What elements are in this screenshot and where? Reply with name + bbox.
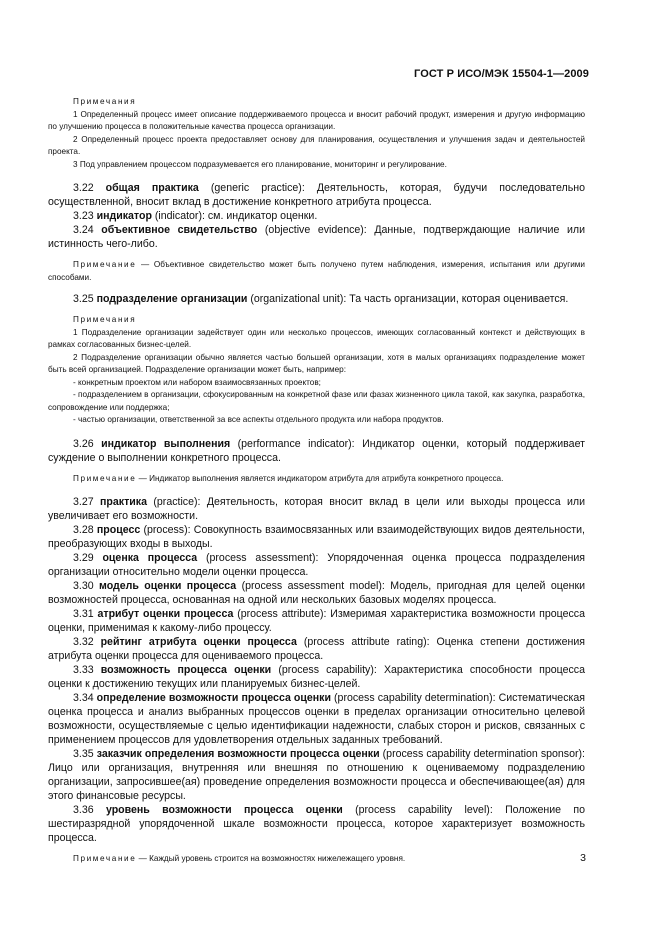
- term-number: 3.24: [73, 224, 94, 236]
- term-name: возможность процесса оценки: [100, 664, 272, 676]
- term-3-36: [48, 803, 585, 845]
- term-name: атрибут оценки процесса: [97, 608, 234, 620]
- note-objective-evidence: [48, 259, 585, 284]
- term-definition: (process attribute rating): Оценка степени достижения атрибута оценки процесса для оцениваемого процесса.: [48, 636, 586, 662]
- note-item: - частью организации, ответственной за все аспекты отдельного продукта или набора продуктов.: [73, 415, 444, 424]
- note-item: - подразделением в организации, сфокусированным на конкретной фазе или фазах жизненного цикла такой, как закупка, разработка, сопровождение или поддержка;: [48, 390, 585, 412]
- term-name: определение возможности процесса оценки: [96, 692, 331, 704]
- term-definition: (process assessment): Упорядоченная оценка процесса подразделения организации относительно модели оценки процесса.: [48, 552, 586, 578]
- term-number: 3.27: [73, 496, 94, 508]
- term-name: общая практика: [105, 182, 199, 194]
- term-definition: (process): Совокупность взаимосвязанных или взаимодействующих видов деятельности, преобразующих входы в выходы.: [48, 524, 585, 550]
- term-name: объективное свидетельство: [101, 224, 258, 236]
- term-3-23: [48, 209, 585, 223]
- term-definition: (process capability level): Положение по шестиразрядной упорядоченной шкале возможности процесса, которое характеризует возможность процесса.: [48, 804, 585, 844]
- term-number: 3.23: [73, 210, 94, 222]
- term-name: рейтинг атрибута оценки процесса: [100, 636, 297, 648]
- term-definition: (generic practice): Деятельность, которая, будучи последовательно осуществленной, вносит вклад в достижение конкретного атрибута процесса.: [48, 182, 585, 208]
- term-name: заказчик определения возможности процесса оценки: [96, 748, 380, 760]
- note-item: 1 Определенный процесс имеет описание поддерживаемого процесса и вносит рабочий продукт, измерения и другую информацию по улучшению процесса в положительные качества процесса организации.: [48, 109, 585, 131]
- note-text: — Индикатор выполнения является индикатором атрибута для атрибута конкретного процесса.: [138, 473, 504, 483]
- term-number: 3.25: [73, 293, 94, 305]
- term-name: практика: [100, 496, 147, 508]
- term-number: 3.28: [73, 524, 94, 536]
- note-label: Примечание: [73, 854, 137, 863]
- term-number: 3.29: [73, 552, 94, 564]
- term-definition: (objective evidence): Данные, подтверждающие наличие или истинность чего-либо.: [48, 224, 585, 250]
- note-capability-level: [48, 853, 585, 866]
- note-label: Примечание: [73, 260, 137, 269]
- term-definition: (indicator): см. индикатор оценки.: [154, 210, 318, 222]
- term-definition: (process assessment model): Модель, пригодная для целей оценки возможностей процесса, основанная на одной или нескольких базовых моделях процесса.: [48, 580, 585, 606]
- term-name: модель оценки процесса: [99, 580, 237, 592]
- term-definition: (process capability determination): Систематическая оценка процесса и анализ выбранных процессов оценки в пределах организации относительно целевой возможности, осуществляемые с целью идентификации надежности, слабых сторон и рисков, связанных с применением процессов для удовлетворения отдельных заданных требований.: [48, 692, 585, 746]
- note-item: 1 Подразделение организации задействует один или несколько процессов, имеющих согласованный контекст и действующих в рамках согласованных бизнес-целей.: [48, 327, 585, 349]
- note-item: 2 Определенный процесс проекта предоставляет основу для планирования, осуществления и улучшения задач и деятельностей проекта.: [48, 134, 585, 156]
- term-3-25: [48, 292, 585, 306]
- term-name: индикатор: [96, 210, 152, 222]
- term-3-26: [48, 437, 585, 465]
- term-definition: (process capability determination sponsor): Лицо или организация, внутренняя или внешняя по отношению к оцениваемому подразделению организации, запросившее(ая) проведение определения возможности процесса и обеспечивающее(ая) для этого финансовые ресурсы.: [48, 748, 585, 802]
- term-definition: (process attribute): Измеримая характеристика возможности процесса оценки, применимая к какому-либо процессу.: [48, 608, 585, 634]
- page-content: [48, 96, 585, 866]
- term-3-28: [48, 523, 585, 551]
- term-name: оценка процесса: [102, 552, 198, 564]
- term-number: 3.26: [73, 437, 94, 450]
- note-label: Примечание: [73, 473, 137, 483]
- term-number: 3.34: [73, 692, 94, 704]
- term-number: 3.36: [73, 804, 94, 816]
- note-item: 2 Подразделение организации обычно является частью большей организации, хотя в малых организациях подразделение может быть всей организацией. Подразделение организации может быть, например:: [48, 352, 585, 374]
- note-text: — Объективное свидетельство может быть получено путем наблюдения, измерения, испытания или другими способами.: [48, 260, 586, 282]
- term-number: 3.30: [73, 580, 94, 592]
- term-number: 3.33: [73, 664, 94, 676]
- term-name: подразделение организации: [96, 293, 248, 305]
- note-performance-indicator: [48, 473, 585, 486]
- term-3-30: [48, 579, 585, 607]
- term-3-34: [48, 691, 585, 747]
- term-number: 3.31: [73, 608, 94, 620]
- note-item: 3 Под управлением процессом подразумевается его планирование, мониторинг и регулирование.: [73, 159, 447, 169]
- term-definition: (practice): Деятельность, которая вносит вклад в цели или выходы процесса или увеличивает его возможности.: [48, 496, 585, 522]
- note-text: — Каждый уровень строится на возможностях нижележащего уровня.: [138, 854, 406, 863]
- term-name: индикатор выполнения: [101, 437, 231, 450]
- note-item: - конкретным проектом или набором взаимосвязанных проектов;: [73, 377, 321, 387]
- term-definition: (process capability): Характеристика способности процесса оценки к достижению текущих или планируемых бизнес-целей.: [48, 664, 585, 690]
- notes-heading: Примечания: [73, 315, 137, 324]
- term-definition: (organizational unit): Та часть организации, которая оценивается.: [250, 293, 569, 305]
- term-3-35: [48, 747, 585, 803]
- standard-header: ГОСТ Р ИСО/МЭК 15504-1—2009: [414, 68, 589, 80]
- page-number: 3: [580, 852, 586, 864]
- term-3-27: [48, 495, 585, 523]
- term-number: 3.35: [73, 748, 94, 760]
- term-3-24: [48, 223, 585, 251]
- term-3-31: [48, 607, 585, 635]
- term-3-32: [48, 635, 585, 663]
- term-3-22: [48, 181, 585, 209]
- term-name: процесс: [96, 524, 141, 536]
- term-number: 3.32: [73, 636, 94, 648]
- term-3-29: [48, 551, 585, 579]
- term-name: уровень возможности процесса оценки: [105, 804, 343, 816]
- term-3-33: [48, 663, 585, 691]
- term-number: 3.22: [73, 182, 94, 194]
- term-definition: (performance indicator): Индикатор оценки, который поддерживает суждение о выполнении конкретного процесса.: [48, 437, 585, 464]
- notes-heading: Примечания: [73, 97, 137, 106]
